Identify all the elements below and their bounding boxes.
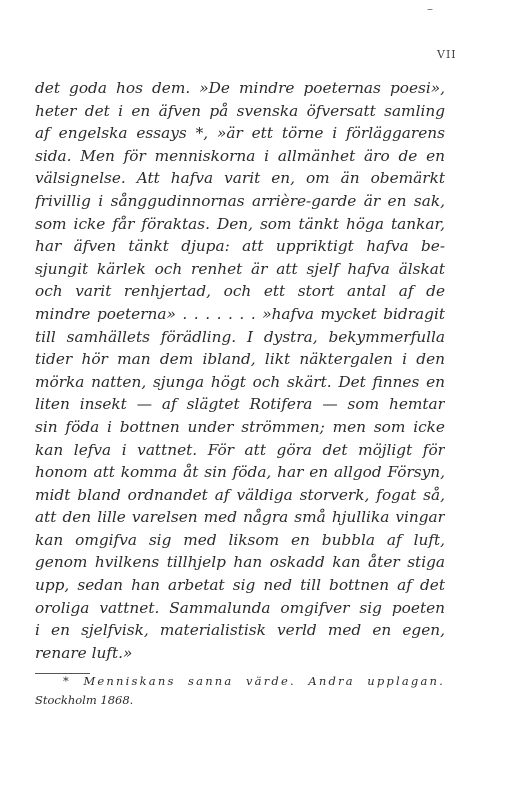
text-line: sida. Men för menniskorna i allmänhet äro de en xyxy=(35,146,445,165)
page-corner-mark: – xyxy=(427,2,433,16)
text-line: upp, sedan han arbetat sig ned till bottnen af det xyxy=(35,576,445,595)
text-line: mörka natten, sjunga högt och skärt. Det finnes en xyxy=(35,372,445,391)
text-line: af engelska essays *, »är ett törne i förläggarens xyxy=(35,124,445,143)
text-line: midt bland ordnandet af väldiga storverk, fogat så, xyxy=(35,485,445,504)
text-line: har äfven tänkt djupa: att uppriktigt hafva be- xyxy=(35,237,445,256)
text-line: i en sjelfvisk, materialistisk verld med en egen, xyxy=(35,621,445,640)
text-line: frivillig i sånggudinnornas arrière-garde är en sak, xyxy=(35,191,445,210)
text-line: som icke får föraktas. Den, som tänkt höga tankar, xyxy=(35,214,445,233)
text-line: renare luft.» xyxy=(35,643,133,662)
body-text xyxy=(35,77,445,664)
text-line: att den lille varelsen med några små hjullika vingar xyxy=(35,508,445,527)
text-line: kan omgifva sig med liksom en bubbla af luft, xyxy=(35,530,445,549)
text-line: mindre poeterna» . . . . . . . »hafva mycket bidragit xyxy=(35,304,445,323)
text-line: liten insekt — af slägtet Rotifera — som hemtar xyxy=(35,395,445,414)
text-line: oroliga vattnet. Sammalunda omgifver sig poeten xyxy=(35,598,445,617)
text-line: tider hör man dem ibland, likt näktergalen i den xyxy=(35,350,445,369)
text-line: välsignelse. Att hafva varit en, om än obemärkt xyxy=(35,169,445,188)
page-number: VII xyxy=(437,48,457,61)
footnote-line: * Menniskans sanna värde. Andra upplagan. xyxy=(63,674,445,688)
footnote-line: Stockholm 1868. xyxy=(35,693,134,707)
text-line: till samhällets förädling. I dystra, bekymmerfulla xyxy=(35,327,445,346)
text-line: och varit renhjertad, och ett stort antal af de xyxy=(35,282,445,301)
text-line: sjungit kärlek och renhet är att sjelf hafva älskat xyxy=(35,259,445,278)
footnote xyxy=(35,672,445,710)
text-line: honom att komma åt sin föda, har en allgod Försyn, xyxy=(35,463,445,482)
text-line: genom hvilkens tillhjelp han oskadd kan åter stiga xyxy=(35,553,445,572)
text-line: det goda hos dem. »De mindre poeternas poesi», xyxy=(35,79,445,97)
text-line: sin föda i bottnen under strömmen; men som icke xyxy=(35,417,445,436)
text-line: heter det i en äfven på svenska öfversatt samling xyxy=(35,101,445,120)
text-line: kan lefva i vattnet. För att göra det möjligt för xyxy=(35,440,445,459)
